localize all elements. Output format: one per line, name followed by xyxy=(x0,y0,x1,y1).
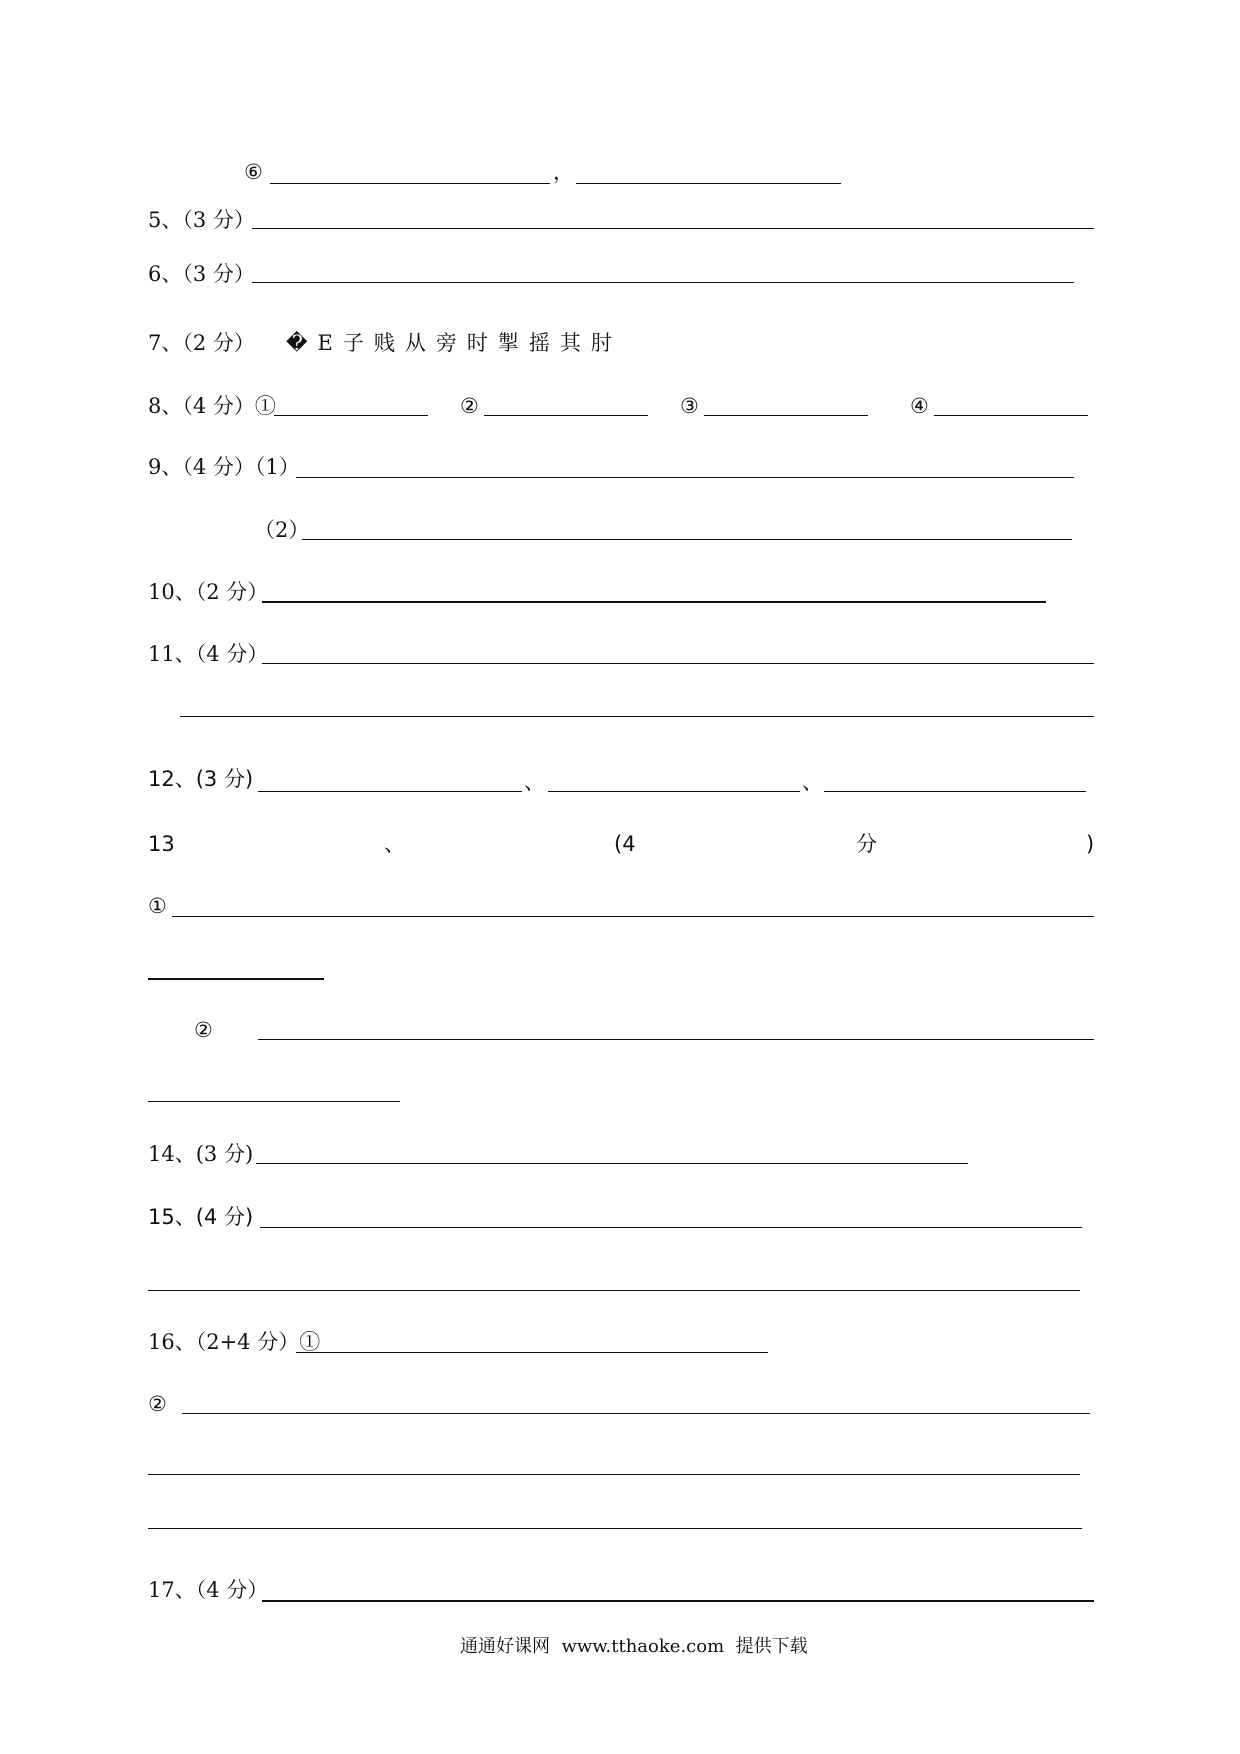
answer-blank-q13-1a[interactable] xyxy=(172,916,1094,917)
answer-blank-q11-2[interactable] xyxy=(180,716,1094,717)
answer-blank-q12-2[interactable] xyxy=(548,791,800,792)
question-13-number: 13 xyxy=(148,832,175,856)
answer-blank-q13-1b[interactable] xyxy=(148,978,324,980)
answer-blank-6b[interactable] xyxy=(576,183,841,184)
marker-q8-3: ③ xyxy=(680,394,699,418)
question-13-points-open: (4 xyxy=(614,832,636,856)
answer-blank-6a[interactable] xyxy=(270,183,550,184)
answer-blank-q15-2[interactable] xyxy=(148,1290,1080,1291)
answer-blank-q8-2[interactable] xyxy=(484,415,648,416)
answer-blank-q6[interactable] xyxy=(252,282,1074,283)
question-13-points-close: ) xyxy=(1086,832,1095,856)
question-10-label: 10、（2 分） xyxy=(148,580,269,604)
question-6-label: 6、（3 分） xyxy=(148,262,255,286)
marker-6: ⑥ xyxy=(244,160,263,184)
answer-blank-q11-1[interactable] xyxy=(262,663,1094,664)
answer-blank-q16-2c[interactable] xyxy=(148,1528,1082,1529)
answer-blank-q10[interactable] xyxy=(262,601,1046,603)
question-13-separator: 、 xyxy=(384,832,405,856)
answer-blank-q8-4[interactable] xyxy=(934,415,1088,416)
marker-q16-2: ② xyxy=(148,1392,167,1416)
answer-blank-q8-3[interactable] xyxy=(704,415,868,416)
answer-blank-q9-1[interactable] xyxy=(296,477,1074,478)
separator-comma: ， xyxy=(553,160,574,184)
question-7-label: 7、（2 分） xyxy=(148,331,255,355)
separator-q12-2: 、 xyxy=(802,770,823,794)
answer-blank-q17[interactable] xyxy=(262,1600,1094,1602)
question-8-label: 8、（4 分）① xyxy=(148,394,276,418)
answer-blank-q15-1[interactable] xyxy=(260,1227,1082,1228)
answer-blank-q12-3[interactable] xyxy=(824,791,1086,792)
answer-blank-q9-2[interactable] xyxy=(302,539,1072,540)
answer-blank-q13-2b[interactable] xyxy=(148,1101,400,1102)
question-17-label: 17、（4 分） xyxy=(148,1578,269,1602)
question-11-label: 11、（4 分） xyxy=(148,642,269,666)
question-12-label: 12、(3 分) xyxy=(148,767,254,791)
marker-q13-1: ① xyxy=(148,894,167,918)
answer-blank-q12-1[interactable] xyxy=(258,791,522,792)
separator-q12-1: 、 xyxy=(524,770,545,794)
marker-q13-2: ② xyxy=(194,1018,213,1042)
marker-q8-2: ② xyxy=(460,394,479,418)
answer-blank-q5[interactable] xyxy=(252,228,1094,229)
question-5-label: 5、（3 分） xyxy=(148,208,255,232)
question-15-label: 15、(4 分) xyxy=(148,1205,254,1229)
question-16-label: 16、（2+4 分）① xyxy=(148,1330,321,1354)
answer-blank-q8-1[interactable] xyxy=(274,415,428,416)
question-9-label: 9、（4 分）（1） xyxy=(148,455,300,479)
marker-q8-4: ④ xyxy=(910,394,929,418)
answer-blank-q16-1[interactable] xyxy=(296,1352,768,1353)
question-9-sub2: （2） xyxy=(254,518,310,542)
answer-blank-q14[interactable] xyxy=(256,1163,968,1164)
answer-blank-q16-2b[interactable] xyxy=(148,1474,1080,1475)
footer-source-text: 通通好课网 www.tthaoke.com 提供下载 xyxy=(460,1636,808,1657)
answer-blank-q16-2a[interactable] xyxy=(182,1413,1090,1414)
answer-blank-q13-2a[interactable] xyxy=(258,1039,1094,1040)
question-7-sentence: �E子贱从旁时掣摇其肘 xyxy=(286,331,622,355)
question-13-points-unit: 分 xyxy=(856,832,877,856)
question-14-label: 14、(3 分) xyxy=(148,1142,254,1166)
